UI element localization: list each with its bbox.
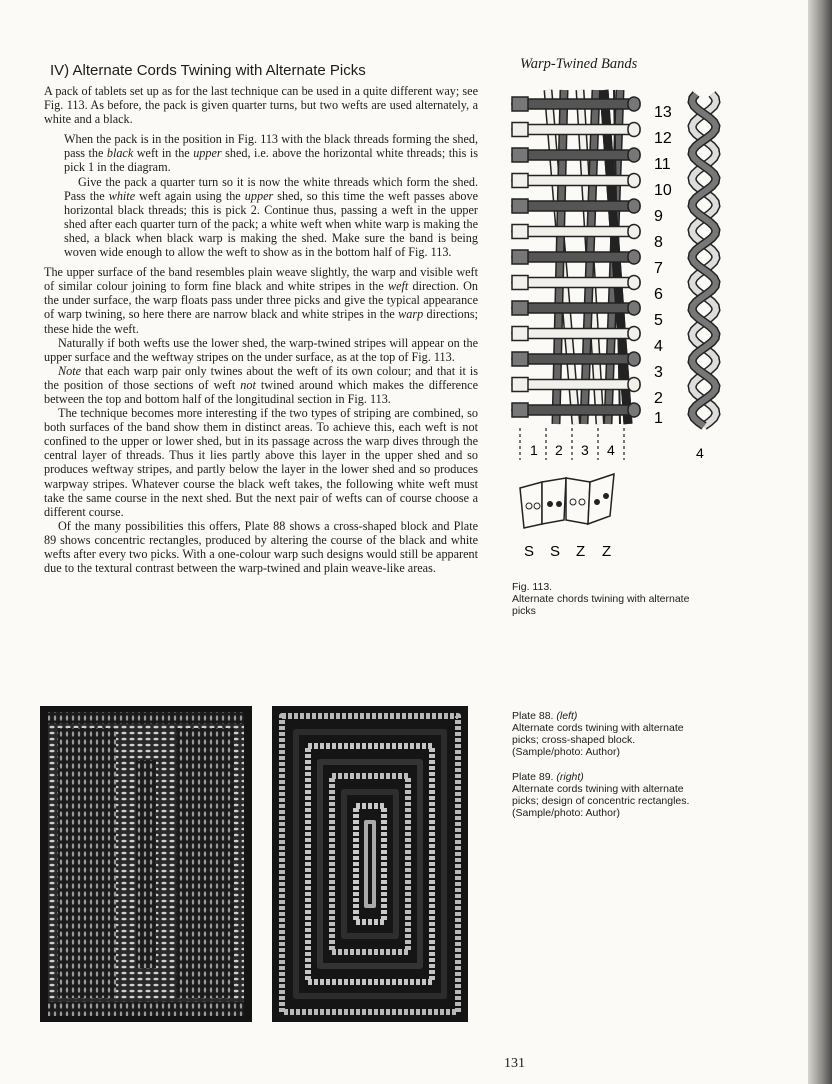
plate-88-heading: Plate 88. (left) — [512, 710, 578, 722]
plate-88-image — [40, 706, 252, 1022]
plate-89-photo — [272, 706, 468, 1022]
figure-113-diagram — [504, 88, 744, 568]
threading-label-1: S — [524, 543, 535, 560]
figure-113 — [504, 88, 744, 568]
weft-row — [512, 352, 640, 366]
plate-88-credit: (Sample/photo: Author) — [512, 746, 620, 758]
pick-number-8: 8 — [654, 234, 663, 251]
pick-number-5: 5 — [654, 312, 663, 329]
paragraph-4: The upper surface of the band resembles plain weave slightly, the warp and visible weft of similar colour joining to form fine black and white stripes in the weft direction. On the under surface, the warp floats pass under three picks and give the typical appearance of warp twining, so here there are narrow black and white stripes in the warp directions; these hide the weft. — [44, 265, 478, 336]
pick-number-9: 9 — [654, 208, 663, 225]
paragraph-2: When the pack is in the position in Fig. 113 with the black threads forming the shed, pass the black weft in the upper shed, i.e. above the horizontal white threads; this is pick 1 in the diagram. — [64, 132, 478, 175]
paragraph-7: The technique becomes more interesting if the two types of striping are combined, so both surfaces of the band show them in distinct areas. To achieve this, each weft is not confined to the upper or lower shed, but in its passage across the warp dives through the central layer of threads. Thus it lies partly above this layer in the upper shed and so produces weftway stripes, and partly below the layer in the lower shed and so produces warpway stripes. Whatever course the black weft takes, the following white weft must take the same course in the next shed. But the next pair of wefts can of course choose a different course. — [44, 406, 478, 519]
page-edge-shadow — [808, 0, 832, 1084]
pick-number-13: 13 — [654, 104, 672, 121]
figure-caption-label: Fig. 113. — [512, 581, 553, 593]
pick-number-7: 7 — [654, 260, 663, 277]
weft-row — [512, 327, 640, 341]
paragraph-5: Naturally if both wefts use the lower shed, the warp-twined stripes will appear on the upper surface and the weftway stripes on the under surface, as at the top of Fig. 113. — [44, 335, 478, 364]
weft-row — [512, 250, 640, 264]
tablet-number-3: 3 — [581, 442, 589, 458]
longitudinal-section — [692, 94, 716, 461]
plate-88-photo — [40, 706, 252, 1022]
plate-89-credit: (Sample/photo: Author) — [512, 807, 620, 819]
weft-row — [512, 199, 640, 213]
weft-row — [512, 403, 640, 417]
weft-row — [512, 174, 640, 188]
weft-row — [512, 148, 640, 162]
pick-number-10: 10 — [654, 182, 672, 199]
pick-number-12: 12 — [654, 130, 672, 147]
tablet-labels — [520, 428, 624, 460]
body-text — [44, 84, 478, 575]
pick-number-3: 3 — [654, 364, 663, 381]
tablet-number-4: 4 — [607, 442, 615, 458]
weft-row — [512, 276, 640, 290]
threading-label-3: Z — [576, 543, 586, 560]
pick-number-6: 6 — [654, 286, 663, 303]
paragraph-6: Note that each warp pair only twines about the weft of its own colour; and that it is the position of those sections of weft not twined around which makes the difference between the top and bottom half of the longitudinal section in Fig. 113. — [44, 363, 478, 406]
tablet-number-2: 2 — [555, 442, 563, 458]
threading-label-2: S — [550, 543, 561, 560]
tablet-number-1: 1 — [530, 442, 538, 458]
pick-number-2: 2 — [654, 390, 663, 407]
threading-label-4: Z — [602, 543, 612, 560]
weft-row — [512, 97, 640, 111]
plate-89-heading: Plate 89. (right) — [512, 771, 584, 783]
plate-89-text: Alternate cords twining with alternate picks; design of concentric rectangles. — [512, 783, 690, 807]
figure-caption-text: Alternate chords twining with alternate picks — [512, 593, 690, 617]
running-head: Warp-Twined Bands — [520, 56, 638, 72]
pick-number-11: 11 — [654, 156, 671, 173]
pick-number-1: 1 — [654, 410, 663, 427]
weft-row — [512, 123, 640, 137]
figure-113-caption — [512, 581, 712, 617]
weft-row — [512, 378, 640, 392]
page-number: 131 — [504, 1056, 525, 1071]
plate-89-caption — [512, 771, 712, 819]
weft-row — [512, 301, 640, 315]
weft-row — [512, 225, 640, 239]
pick-number-4: 4 — [654, 338, 663, 355]
paragraph-1: A pack of tablets set up as for the last technique can be used in a quite different way; see Fig. 113. As before, the pack is given quarter turns, but two wefts are used alternately, a white and a black. — [44, 84, 478, 127]
plate-88-text: Alternate cords twining with alternate picks; cross-shaped block. — [512, 722, 684, 746]
tablet-threading-cards — [520, 474, 614, 528]
paragraph-3: Give the pack a quarter turn so it is now the white threads which form the shed. Pass the white weft again using the upper shed, so this time the weft passes above horizontal black threads; this is pick 2. Continue thus, passing a weft in the upper shed after each quarter turn of the pack; a white weft when white warp is making the shed, a black when black warp is making the shed. Make sure the band is being woven wide enough to allow the weft to show as in the bottom half of Fig. 113. — [64, 174, 479, 260]
plate-89-image — [272, 706, 468, 1022]
section-label-4: 4 — [696, 445, 704, 461]
section-title: IV) Alternate Cords Twining with Alternate Picks — [50, 62, 366, 79]
pick-number-labels — [654, 104, 672, 427]
plate-88-caption — [512, 710, 712, 758]
threading-labels — [524, 543, 611, 560]
paragraph-8: Of the many possibilities this offers, Plate 88 shows a cross-shaped block and Plate 89 shows concentric rectangles, produced by altering the course of the black and white wefts after every two picks. With a one-colour warp such designs would still be apparent due to the textural contrast between the warp-twined and plain weave-like areas. — [44, 518, 478, 576]
